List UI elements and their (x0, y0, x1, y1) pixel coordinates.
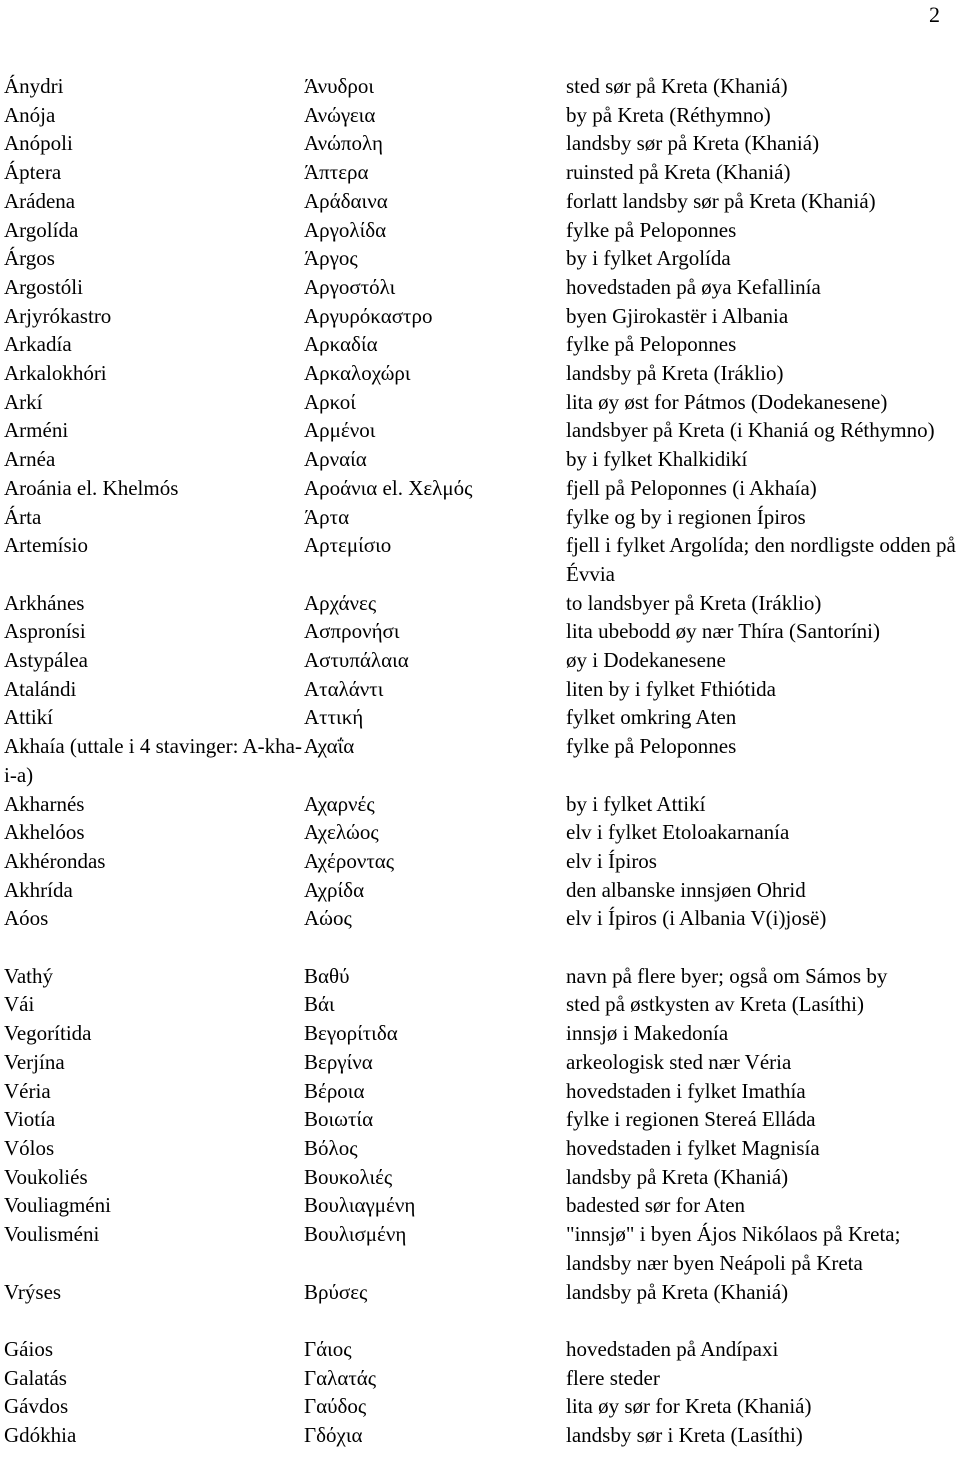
entry-description: elv i Ípiros (566, 848, 657, 873)
entry-description: navn på flere byer; også om Sámos by (566, 963, 888, 988)
entry-description: fylke på Peloponnes (566, 332, 737, 357)
latin-name: Arjyrókastro (4, 303, 112, 328)
glossary-entry (4, 675, 960, 704)
latin-name: Aroánia el. Khelmós (4, 475, 179, 500)
entry-description: flere steder (566, 1365, 660, 1390)
greek-name: Αργολίδα (304, 217, 387, 242)
glossary-group (4, 962, 960, 1306)
entry-description: fylke på Peloponnes (566, 734, 737, 759)
glossary-entry (4, 1163, 960, 1192)
latin-name: Akharnés (4, 791, 85, 816)
glossary-entry (4, 216, 960, 245)
entry-description: den albanske innsjøen Ohrid (566, 877, 806, 902)
latin-name: Akhérondas (4, 848, 106, 873)
greek-name: Αχαρνές (304, 791, 375, 816)
greek-name: Βέροια (304, 1078, 365, 1103)
group-separator (4, 933, 960, 962)
greek-name: Αώος (304, 906, 352, 931)
entry-description: fylket omkring Aten (566, 705, 737, 730)
greek-name: Αχέροντας (304, 848, 395, 873)
glossary-entry (4, 876, 960, 905)
greek-name: Άρτα (304, 504, 350, 529)
greek-name: Ανώγεια (304, 102, 376, 127)
entry-description: landsby sør i Kreta (Lasíthi) (566, 1423, 803, 1448)
greek-name: Αρχάνες (304, 590, 377, 615)
entry-description: hovedstaden på Andípaxi (566, 1336, 779, 1361)
latin-name: Vegorítida (4, 1021, 92, 1046)
entry-description: elv i fylket Etoloakarnanía (566, 820, 790, 845)
latin-name: Áptera (4, 160, 62, 185)
glossary-entry (4, 1278, 960, 1307)
glossary-entry (4, 1191, 960, 1220)
entry-description: byen Gjirokastër i Albania (566, 303, 789, 328)
latin-name: Attikí (4, 705, 54, 730)
greek-name: Αχελώος (304, 820, 379, 845)
latin-name: Anópoli (4, 131, 73, 156)
glossary-entry (4, 1392, 960, 1421)
greek-name: Αχρίδα (304, 877, 365, 902)
glossary-entry (4, 531, 960, 588)
greek-name: Αστυπάλαια (304, 648, 409, 673)
glossary-entry (4, 703, 960, 732)
glossary-entry (4, 416, 960, 445)
greek-name: Αράδαινα (304, 188, 388, 213)
entry-description: arkeologisk sted nær Véria (566, 1049, 792, 1074)
greek-name: Βαθύ (304, 963, 350, 988)
latin-name: Arnéa (4, 447, 56, 472)
greek-name: Ανώπολη (304, 131, 384, 156)
glossary-entry (4, 445, 960, 474)
entry-description: liten by i fylket Fthiótida (566, 676, 776, 701)
greek-name: Βουλισμένη (304, 1222, 407, 1247)
entry-description: fylke i regionen Stereá Elláda (566, 1107, 816, 1132)
glossary-entry (4, 1335, 960, 1364)
latin-name: Gáios (4, 1336, 53, 1361)
greek-name: Αργυρόκαστρο (304, 303, 433, 328)
glossary-group (4, 1335, 960, 1450)
greek-name: Αττική (304, 705, 364, 730)
glossary-entry (4, 1134, 960, 1163)
latin-name: Astypálea (4, 648, 88, 673)
greek-name: Αρκαδία (304, 332, 378, 357)
greek-name: Βοιωτία (304, 1107, 374, 1132)
greek-name: Βάι (304, 992, 335, 1017)
latin-name: Vólos (4, 1136, 55, 1160)
greek-name: Βουλιαγμένη (304, 1193, 416, 1218)
greek-name: Γαύδος (304, 1394, 367, 1419)
latin-name: Vái (4, 992, 35, 1017)
entry-description: badested sør for Aten (566, 1193, 746, 1218)
glossary-entry (4, 1364, 960, 1393)
entry-description: øy i Dodekanesene (566, 648, 726, 673)
latin-name: Argostóli (4, 274, 83, 299)
greek-name: Αρκοί (304, 389, 356, 414)
entry-description: to landsbyer på Kreta (Iráklio) (566, 590, 822, 615)
latin-name: Artemísio (4, 533, 88, 558)
glossary-entry (4, 589, 960, 618)
entry-description: hovedstaden i fylket Imathía (566, 1078, 806, 1103)
glossary-entry (4, 1019, 960, 1048)
entry-description: ruinsted på Kreta (Khaniá) (566, 160, 791, 185)
latin-name: Vrýses (4, 1279, 62, 1304)
latin-name: Anója (4, 102, 56, 127)
entry-description: landsby på Kreta (Iráklio) (566, 361, 784, 386)
entry-description: by i fylket Khalkidikí (566, 447, 748, 472)
latin-name: Galatás (4, 1365, 67, 1390)
glossary-entry (4, 72, 960, 101)
entry-description: landsby på Kreta (Khaniá) (566, 1164, 789, 1189)
entry-description: fylke og by i regionen Ípiros (566, 504, 806, 529)
glossary-entry (4, 1105, 960, 1134)
entry-description: lita øy øst for Pátmos (Dodekanesene) (566, 389, 888, 414)
latin-name: Arádena (4, 188, 76, 213)
greek-name: Αρτεμίσιο (304, 533, 392, 558)
latin-name: Arkadía (4, 332, 72, 357)
latin-name: Verjína (4, 1049, 65, 1074)
greek-name: Ασπρονήσι (304, 619, 400, 644)
glossary-entry (4, 1220, 960, 1277)
glossary-entry (4, 646, 960, 675)
greek-name: Αρμένοι (304, 418, 376, 443)
glossary-entry (4, 388, 960, 417)
latin-name: Gávdos (4, 1394, 69, 1419)
glossary-entry (4, 1421, 960, 1450)
greek-name: Άπτερα (304, 160, 369, 185)
glossary-entry (4, 990, 960, 1019)
glossary-entry (4, 302, 960, 331)
glossary-entry (4, 273, 960, 302)
glossary-entry (4, 244, 960, 273)
greek-name: Βόλος (304, 1136, 358, 1160)
entry-description: hovedstaden på øya Kefallinía (566, 274, 821, 299)
place-name-glossary (4, 72, 960, 1450)
greek-name: Άνυδροι (304, 74, 375, 98)
entry-description: elv i Ípiros (i Albania V(i)josë) (566, 906, 827, 931)
entry-description: by i fylket Argolída (566, 246, 731, 271)
latin-name: Véria (4, 1078, 51, 1103)
greek-name: Αχαΐα (304, 734, 355, 759)
page-number: 2 (929, 2, 940, 27)
latin-name: Arkalokhóri (4, 361, 107, 386)
entry-description: innsjø i Makedonía (566, 1021, 729, 1046)
glossary-group (4, 72, 960, 933)
greek-name: Βεγορίτιδα (304, 1021, 398, 1046)
latin-name: Ánydri (4, 74, 64, 98)
entry-description: by i fylket Attikí (566, 791, 706, 816)
latin-name: Voukoliés (4, 1164, 88, 1189)
entry-description: sted sør på Kreta (Khaniá) (566, 74, 788, 98)
latin-name: Gdókhia (4, 1423, 77, 1448)
greek-name: Αρναία (304, 447, 367, 472)
latin-name: Akhrída (4, 877, 73, 902)
glossary-entry (4, 617, 960, 646)
entry-description: sted på østkysten av Kreta (Lasíthi) (566, 992, 864, 1017)
glossary-entry (4, 101, 960, 130)
latin-name: Viotía (4, 1107, 56, 1132)
glossary-entry (4, 962, 960, 991)
glossary-entry (4, 129, 960, 158)
entry-description: forlatt landsby sør på Kreta (Khaniá) (566, 188, 876, 213)
latin-name: Arméni (4, 418, 69, 443)
glossary-entry (4, 1077, 960, 1106)
glossary-entry (4, 474, 960, 503)
greek-name: Βουκολιές (304, 1164, 393, 1189)
greek-name: Γδόχια (304, 1423, 363, 1448)
glossary-entry (4, 187, 960, 216)
glossary-entry (4, 818, 960, 847)
entry-description: by på Kreta (Réthymno) (566, 102, 771, 127)
latin-name: Argolída (4, 217, 79, 242)
latin-name: Arkhánes (4, 590, 85, 615)
glossary-entry (4, 359, 960, 388)
entry-description: fjell i fylket Argolída; den nordligste odden på Évvia (566, 533, 956, 586)
greek-name: Άργος (304, 246, 358, 271)
greek-name: Αργοστόλι (304, 274, 396, 299)
latin-name: Akhelóos (4, 820, 85, 845)
greek-name: Αταλάντι (304, 676, 384, 701)
glossary-entry (4, 790, 960, 819)
glossary-entry (4, 1048, 960, 1077)
glossary-entry (4, 732, 960, 789)
latin-name: Aspronísi (4, 619, 86, 644)
glossary-entry (4, 158, 960, 187)
latin-name: Voulisméni (4, 1222, 100, 1247)
greek-name: Αροάνια el. Χελμός (304, 475, 473, 500)
entry-description: "innsjø" i byen Ájos Nikólaos på Kreta; landsby nær byen Neápoli på Kreta (566, 1222, 901, 1275)
entry-description: landsby sør på Kreta (Khaniá) (566, 131, 820, 156)
latin-name: Árgos (4, 246, 55, 271)
entry-description: lita øy sør for Kreta (Khaniá) (566, 1394, 812, 1419)
entry-description: fylke på Peloponnes (566, 217, 737, 242)
greek-name: Γάιος (304, 1336, 352, 1361)
latin-name: Vouliagméni (4, 1193, 111, 1218)
greek-name: Γαλατάς (304, 1365, 377, 1390)
entry-description: landsbyer på Kreta (i Khaniá og Réthymno) (566, 418, 935, 443)
greek-name: Αρκαλοχώρι (304, 361, 411, 386)
entry-description: hovedstaden i fylket Magnisía (566, 1136, 820, 1160)
glossary-entry (4, 330, 960, 359)
glossary-entry (4, 847, 960, 876)
group-separator (4, 1306, 960, 1335)
latin-name: Atalándi (4, 676, 77, 701)
entry-description: lita ubebodd øy nær Thíra (Santoríni) (566, 619, 880, 644)
latin-name: Aóos (4, 906, 49, 931)
greek-name: Βεργίνα (304, 1049, 373, 1074)
latin-name: Akhaía (uttale i 4 stavinger: A-kha-i-a) (4, 734, 302, 787)
latin-name: Arkí (4, 389, 43, 414)
glossary-entry (4, 503, 960, 532)
entry-description: landsby på Kreta (Khaniá) (566, 1279, 789, 1304)
latin-name: Vathý (4, 963, 53, 988)
greek-name: Βρύσες (304, 1279, 368, 1304)
entry-description: fjell på Peloponnes (i Akhaía) (566, 475, 817, 500)
latin-name: Árta (4, 504, 42, 529)
glossary-entry (4, 904, 960, 933)
